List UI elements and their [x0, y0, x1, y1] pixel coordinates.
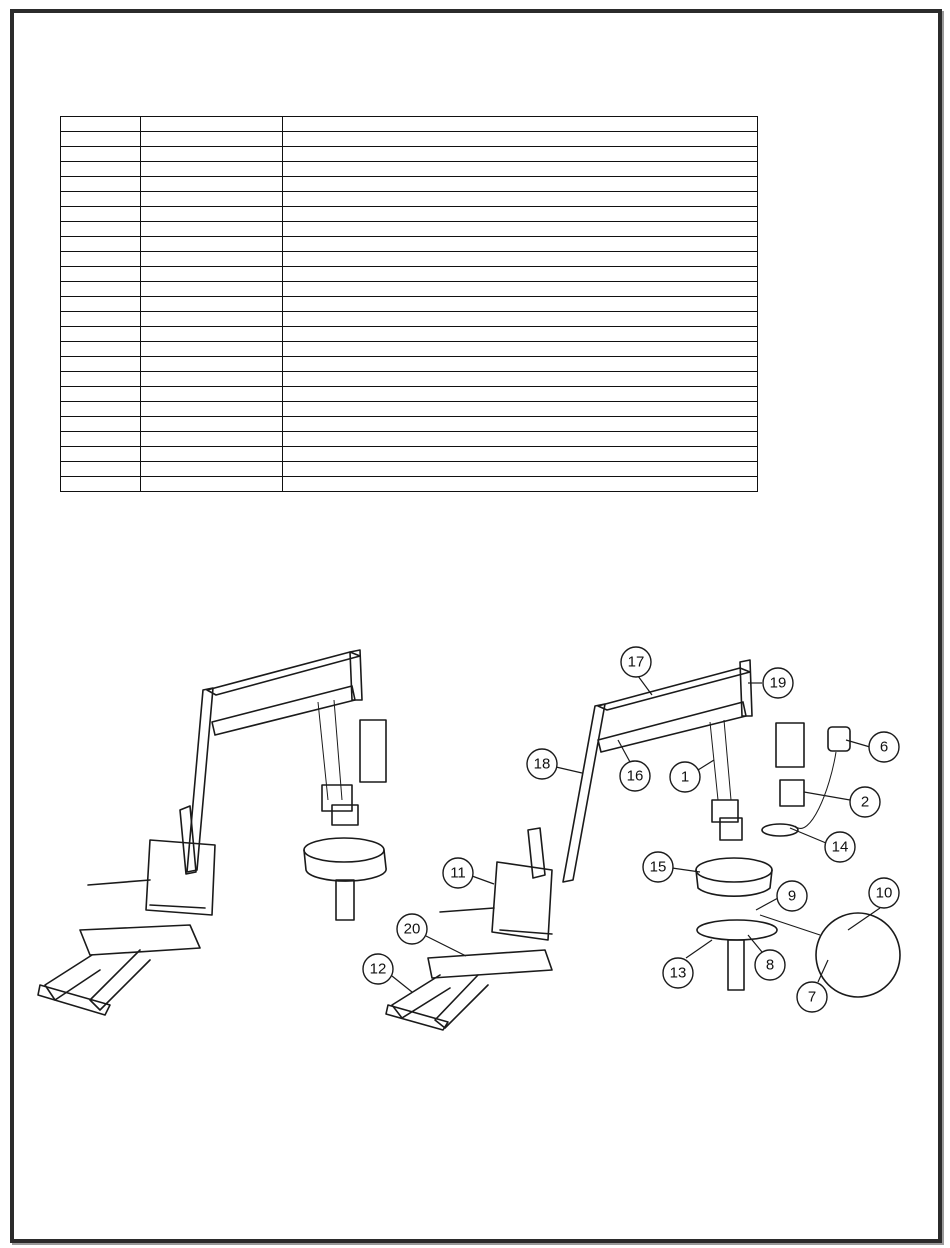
svg-text:13: 13	[669, 964, 687, 982]
callout-balloon-14	[825, 832, 855, 862]
exploded-lift-illustration	[386, 660, 900, 1030]
svg-text:15: 15	[649, 858, 667, 876]
svg-text:19: 19	[769, 674, 787, 692]
svg-text:8: 8	[765, 956, 775, 974]
callout-balloon-19	[763, 668, 793, 698]
callout-balloon-12	[363, 954, 393, 984]
callout-balloon-16	[620, 761, 650, 791]
callout-leaders	[392, 676, 880, 992]
callout-balloon-7	[797, 982, 827, 1012]
svg-text:20: 20	[403, 920, 421, 938]
callout-balloon-13	[663, 958, 693, 988]
callout-balloon-18	[527, 749, 557, 779]
svg-text:16: 16	[626, 767, 644, 785]
callout-balloon-9	[777, 881, 807, 911]
svg-text:12: 12	[369, 960, 387, 978]
svg-text:9: 9	[787, 887, 797, 905]
svg-text:1: 1	[680, 768, 690, 786]
callout-balloon-1	[670, 762, 700, 792]
svg-text:14: 14	[831, 838, 849, 856]
assembled-lift-illustration	[38, 650, 386, 1015]
callout-balloon-8	[755, 950, 785, 980]
callout-balloon-20	[397, 914, 427, 944]
callout-balloon-15	[643, 852, 673, 882]
svg-text:18: 18	[533, 755, 551, 773]
svg-text:11: 11	[450, 864, 466, 882]
callout-balloon-2	[850, 787, 880, 817]
svg-text:17: 17	[627, 653, 645, 671]
svg-text:7: 7	[807, 988, 817, 1006]
callout-balloon-11	[443, 858, 473, 888]
callout-balloon-6	[869, 732, 899, 762]
callout-balloon-10	[869, 878, 899, 908]
svg-text:10: 10	[875, 884, 893, 902]
svg-text:6: 6	[879, 738, 889, 756]
callout-balloon-17	[621, 647, 651, 677]
svg-text:2: 2	[860, 793, 870, 811]
